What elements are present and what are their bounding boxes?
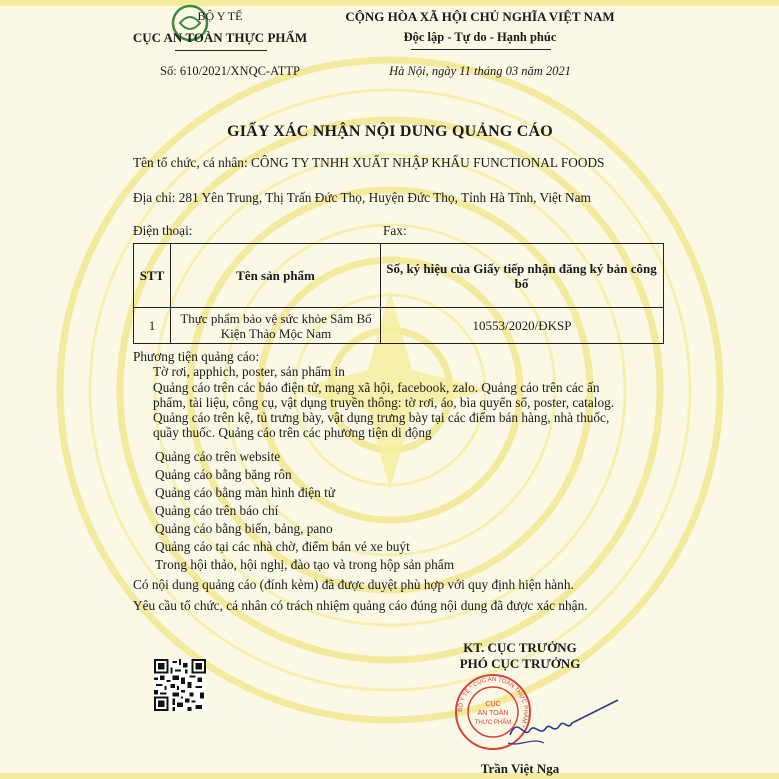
media-item: Quảng cáo bằng băng rôn: [155, 467, 292, 482]
national-motto: Độc lập - Tự do - Hạnh phúc: [403, 30, 557, 44]
handwritten-signature: [490, 695, 620, 755]
media-item: Tờ rơi, apphich, poster, sản phẩm in: [153, 364, 345, 379]
signer-title-2: PHÓ CỤC TRƯỞNG: [459, 656, 581, 671]
table-header-stt: STT: [139, 268, 165, 283]
media-item: Quảng cáo trên website: [155, 449, 281, 464]
table-header-registration: Số, ký hiệu của Giấy tiếp nhận đăng ký bản công bố: [386, 260, 657, 291]
media-item: Quảng cáo trên báo chí: [155, 503, 279, 518]
table-header-product: Tên sản phẩm: [236, 268, 315, 283]
header-right-rule: [411, 49, 551, 50]
table-row-1-registration: 10553/2020/ĐKSP: [472, 318, 572, 333]
seal-text-line: AN TOÀN: [477, 710, 509, 717]
fax-label: Fax:: [383, 223, 407, 238]
media-item: Quảng cáo trên các báo điện tử, mạng xã hội, facebook, zalo. Quảng cáo trên các ấn phẩm, tài liệu, công cụ, vật dụng truyền thông: tờ rơi, áo, bìa quyển sổ, poster, catalog. Quảng cáo trên kệ, tủ trưng bày, vật dụng trưng bày tại các điểm bán hàng, nhà thuốc, quầy thuốc. Quảng cáo trên các phương tiện di động: [153, 380, 615, 440]
place-date: Hà Nội, ngày 11 tháng 03 năm 2021: [389, 64, 571, 78]
media-item: Quảng cáo bằng màn hình điện tử: [155, 485, 336, 500]
address-line: Địa chỉ: 281 Yên Trung, Thị Trấn Đức Thọ, Huyện Đức Thọ, Tỉnh Hà Tĩnh, Việt Nam: [133, 190, 591, 205]
table-row-1-stt: 1: [148, 318, 156, 333]
country-name: CỘNG HÒA XÃ HỘI CHỦ NGHĨA VIỆT NAM: [345, 9, 615, 24]
table-row-1-product: Thực phẩm bảo vệ sức khỏe Sâm Bổ Kiện Thảo Mộc Nam: [180, 310, 372, 341]
seal-ring-text: BỘ Y TẾ * CỤC AN TOÀN THỰC PHẨM *: [457, 676, 529, 729]
media-label: Phương tiện quảng cáo:: [133, 349, 260, 364]
seal-text-line: THỰC PHẨM: [474, 720, 512, 726]
signer-name: Trần Việt Nga: [480, 761, 560, 776]
document-title: GIẤY XÁC NHẬN NỘI DUNG QUẢNG CÁO: [227, 123, 553, 140]
organization-line: Tên tổ chức, cá nhân: CÔNG TY TNHH XUẤT NHẬP KHẨU FUNCTIONAL FOODS: [133, 155, 605, 170]
agency-name: CỤC AN TOÀN THỰC PHẨM: [132, 30, 308, 45]
request-statement: Yêu cầu tổ chức, cá nhân có trách nhiệm quảng cáo đúng nội dung đã được xác nhận.: [133, 598, 588, 613]
signer-title-1: KT. CỤC TRƯỞNG: [463, 640, 577, 655]
document-number: Số: 610/2021/XNQC-ATTP: [160, 64, 300, 78]
ministry-name: BỘ Y TẾ: [197, 9, 243, 23]
media-item: Quảng cáo tại các nhà chờ, điểm bán vé xe buýt: [155, 539, 410, 554]
qr-code: [154, 659, 206, 711]
header-left-rule: [175, 50, 267, 51]
approval-statement: Có nội dung quảng cáo (đính kèm) đã được duyệt phù hợp với quy định hiện hành.: [133, 577, 574, 592]
media-item: Trong hội thảo, hội nghị, đào tạo và trong hộp sản phẩm: [155, 557, 455, 572]
phone-label: Điện thoại:: [133, 223, 193, 238]
product-table: [133, 243, 664, 344]
seal-text-line: CỤC: [485, 701, 501, 708]
media-item: Quảng cáo bằng biển, bảng, pano: [155, 521, 333, 536]
